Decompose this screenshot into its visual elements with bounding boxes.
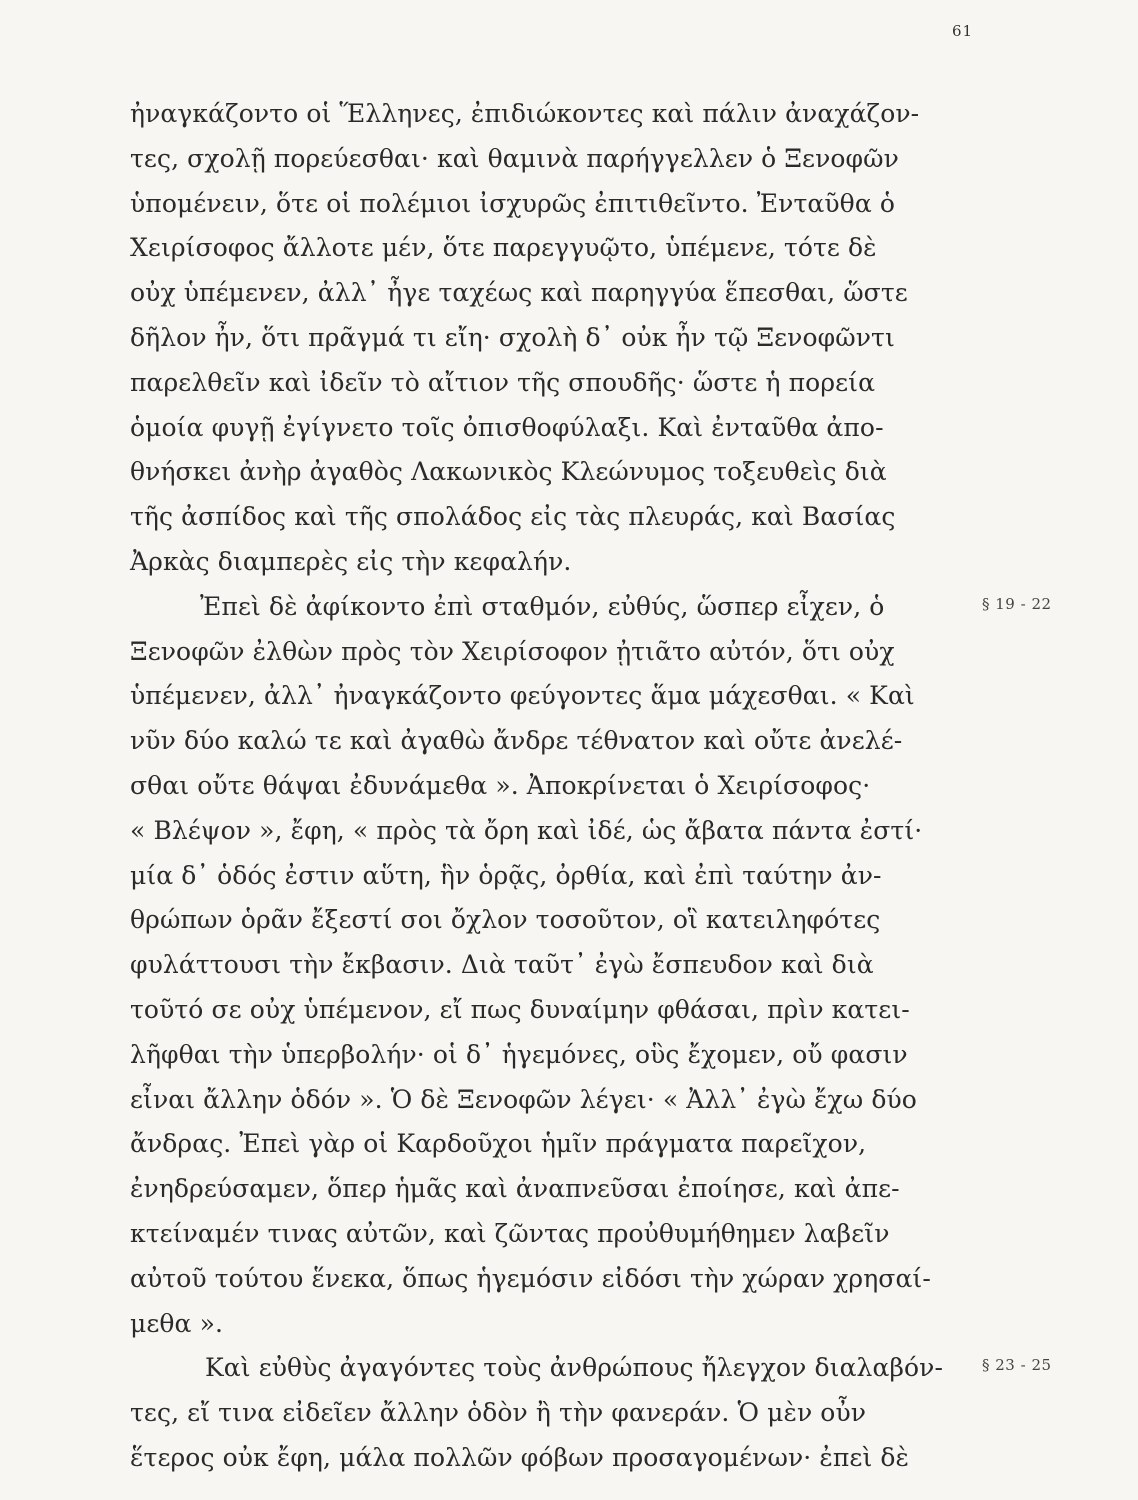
section-reference: § 23 - 25 <box>982 1356 1052 1375</box>
text-line: σθαι οὔτε θάψαι ἐδυνάμεθα ». Ἀποκρίνεται ὁ Χειρίσοφος· <box>130 770 871 800</box>
text-line: θνήσκει ἀνὴρ ἀγαθὸς Λακωνικὸς Κλεώνυμος τοξευθεὶς διὰ <box>130 457 887 487</box>
text-line: μεθα ». <box>130 1308 224 1338</box>
text-line: ἕτερος οὐκ ἔφη, μάλα πολλῶν φόβων προσαγομένων· ἐπεὶ δὲ <box>130 1442 910 1472</box>
text-line: θρώπων ὁρᾶν ἔξεστί σοι ὄχλον τοσοῦτον, οἳ κατειληφότες <box>130 905 881 935</box>
text-line: αὐτοῦ τούτου ἕνεκα, ὅπως ἡγεμόσιν εἰδόσι τὴν χώραν χρησαί- <box>130 1263 931 1293</box>
text-line: τες, σχολῇ πορεύεσθαι· καὶ θαμινὰ παρήγγελλεν ὁ Ξενοφῶν <box>130 143 899 173</box>
text-line: ἐνηδρεύσαμεν, ὅπερ ἡμᾶς καὶ ἀναπνεῦσαι ἐποίησε, καὶ ἀπε- <box>130 1174 900 1204</box>
text-line: τοῦτό σε οὐχ ὑπέμενον, εἴ πως δυναίμην φθάσαι, πρὶν κατει- <box>130 994 910 1024</box>
text-line: Ἀρκὰς διαμπερὲς εἰς τὴν κεφαλήν. <box>130 546 572 576</box>
greek-text-body <box>130 92 1010 1481</box>
text-line: οὐχ ὑπέμενεν, ἀλλ᾽ ἦγε ταχέως καὶ παρηγγύα ἕπεσθαι, ὥστε <box>130 278 908 308</box>
text-line: ὑπέμενεν, ἀλλ᾽ ἠναγκάζοντο φεύγοντες ἅμα μάχεσθαι. « Καὶ <box>130 681 915 711</box>
text-line: Ἐπεὶ δὲ ἀφίκοντο ἐπὶ σταθμόν, εὐθύς, ὥσπερ εἶχεν, ὁ <box>200 591 885 621</box>
text-line: δῆλον ἦν, ὅτι πρᾶγμά τι εἴη· σχολὴ δ᾽ οὐκ ἦν τῷ Ξενοφῶντι <box>130 322 895 352</box>
text-line: τες, εἴ τινα εἰδεῖεν ἄλλην ὁδὸν ἢ τὴν φανεράν. Ὁ μὲν οὖν <box>130 1398 867 1428</box>
text-line: ὑπομένειν, ὅτε οἱ πολέμιοι ἰσχυρῶς ἐπιτιθεῖντο. Ἐνταῦθα ὁ <box>130 188 896 218</box>
text-line: κτείναμέν τινας αὐτῶν, καὶ ζῶντας προὐθυμήθημεν λαβεῖν <box>130 1218 890 1248</box>
text-line: παρελθεῖν καὶ ἰδεῖν τὸ αἴτιον τῆς σπουδῆς· ὥστε ἡ πορεία <box>130 367 876 397</box>
text-line: « Βλέψον », ἔφη, « πρὸς τὰ ὄρη καὶ ἰδέ, ὡς ἄβατα πάντα ἐστί· <box>130 815 923 845</box>
text-line: νῦν δύο καλώ τε καὶ ἀγαθὼ ἄνδρε τέθνατον καὶ οὔτε ἀνελέ- <box>130 726 903 756</box>
text-line: Καὶ εὐθὺς ἀγαγόντες τοὺς ἀνθρώπους ἤλεγχον διαλαβόν- <box>205 1353 944 1383</box>
section-reference: § 19 - 22 <box>982 594 1052 613</box>
text-line: εἶναι ἄλλην ὁδόν ». Ὁ δὲ Ξενοφῶν λέγει· « Ἀλλ᾽ ἐγὼ ἔχω δύο <box>130 1084 917 1114</box>
text-line: μία δ᾽ ὁδός ἐστιν αὕτη, ἣν ὁρᾷς, ὀρθία, καὶ ἐπὶ ταύτην ἀν- <box>130 860 882 890</box>
text-line: ἠναγκάζοντο οἱ Ἕλληνες, ἐπιδιώκοντες καὶ πάλιν ἀναχάζον- <box>130 99 920 128</box>
text-line: Χειρίσοφος ἄλλοτε μέν, ὅτε παρεγγυῷτο, ὑπέμενε, τότε δὲ <box>130 233 877 263</box>
text-line: φυλάττουσι τὴν ἔκβασιν. Διὰ ταῦτ᾽ ἐγὼ ἔσπευδον καὶ διὰ <box>130 950 874 980</box>
text-line: τῆς ἀσπίδος καὶ τῆς σπολάδος εἰς τὰς πλευράς, καὶ Βασίας <box>130 502 896 532</box>
page-number: 61 <box>952 22 974 40</box>
text-line: Ξενοφῶν ἐλθὼν πρὸς τὸν Χειρίσοφον ᾐτιᾶτο αὐτόν, ὅτι οὐχ <box>130 636 895 666</box>
text-line: λῆφθαι τὴν ὑπερβολήν· οἱ δ᾽ ἡγεμόνες, οὓς ἔχομεν, οὔ φασιν <box>130 1039 908 1069</box>
text-line: ἄνδρας. Ἐπεὶ γὰρ οἱ Καρδοῦχοι ἡμῖν πράγματα παρεῖχον, <box>130 1129 867 1159</box>
text-line: ὁμοία φυγῇ ἐγίγνετο τοῖς ὀπισθοφύλαξι. Καὶ ἐνταῦθα ἀπο- <box>130 412 884 442</box>
